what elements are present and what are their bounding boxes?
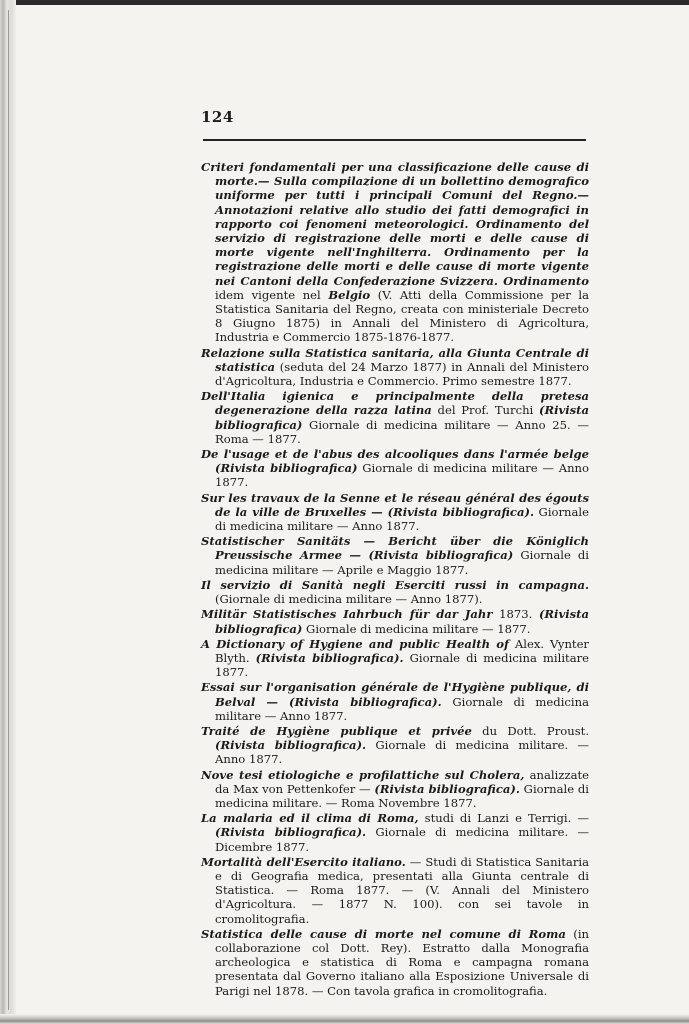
binding-rule — [8, 10, 9, 1010]
entry-text: Alex. Vynter Blyth. — [215, 636, 589, 665]
bibliography-entry — [201, 637, 589, 680]
entry-text: (in collaborazione col Dott. Rey). Estratto dalla Monografia archeologica e statistica di Roma e campagna romana presentata dal Governo italiano alla Esposizione Universale di Parigi nel 1878. — Con tavola grafica in cromolitografia. — [215, 926, 589, 998]
bibliography-entry — [201, 680, 589, 723]
entry-title: Traité de Hygiène publique et privée — [201, 723, 472, 738]
entry-text: idem vigente nel — [215, 287, 329, 302]
entry-title: Statistischer Sanitäts — Bericht über die Königlich Preussische Armee — (Rivista bibliografica) — [201, 534, 589, 563]
entry-text-2: Giornale di medicina militare. — Dicembre 1877. — [215, 825, 589, 854]
entry-title: Militär Statistisches Iahrbuch für dar Jahr — [201, 607, 493, 622]
bibliography-entry — [201, 855, 589, 926]
entry-text: 1873. — [492, 607, 539, 622]
entry-title: Mortalità dell'Esercito italiano. — [201, 854, 406, 869]
entry-text-2: Giornale di medicina militare — 1877. — [302, 621, 531, 636]
entry-text: analizzate da Max von Pettenkofer — — [215, 767, 589, 796]
entry-text: Giornale di medicina militare — Aprile e Maggio 1877. — [215, 548, 589, 577]
entry-text: — Studi di Statistica Sanitaria e di Geografia medica, presentati alla Giunta centrale di Statistica. — Roma 1877. — (V. Annali del Ministero d'Agricoltura. — 1877 N. 100). con sei tavole in cromolitografia. — [215, 854, 590, 926]
entry-text: (Giornale di medicina militare — Anno 1877). — [215, 592, 483, 607]
entry-title: La malaria ed il clima di Roma, — [201, 811, 419, 826]
entry-title: Criteri fondamentali per una classificazione delle cause di morte.— Sulla compilazione di un bollettino demografico uniforme per tutti i principali Comuni del Regno.— Annotazioni relative allo studio dei fatti demografici in rapporto coi fenomeni meteorologici. Ordinamento del servizio di registrazione delle morti e delle cause di morte vigente nell'Inghilterra. Ordinamento per la registrazione delle morti e delle cause di morte vigente nei Cantoni della Confederazione Svizzera. Ordinamento — [201, 160, 589, 288]
bibliography-entry — [201, 578, 589, 606]
entry-title-2: (Rivista bibliografica). — [215, 738, 367, 753]
entry-title: Dell'Italia igienica e principalmente della pretesa degenerazione della razza latina — [201, 389, 589, 418]
header-rule — [203, 139, 586, 141]
entry-text-2: Giornale di medicina militare. — Anno 1877. — [215, 738, 589, 767]
bibliography-entry — [201, 160, 589, 345]
entry-title-2: (Rivista bibliografica) — [215, 607, 589, 636]
entry-title: De l'usage et de l'abus des alcooliques dans l'armée belge (Rivista bibliografica) — [201, 447, 589, 476]
entry-title: Essai sur l'organisation générale de l'Hygiène publique, di Belval — (Rivista bibliografica). — [201, 680, 589, 709]
bibliography-entry — [201, 346, 589, 389]
entry-title-2: (Rivista bibliografica) — [215, 403, 590, 432]
bibliography-entry — [201, 491, 589, 534]
bibliography-entry — [201, 534, 589, 577]
bibliography-entry — [201, 724, 589, 767]
entry-title: A Dictionary of Hygiene and public Health of — [201, 636, 510, 651]
bibliography-entry — [201, 447, 589, 490]
entry-text-2: Giornale di medicina militare — Anno 25. — Roma — 1877. — [215, 417, 589, 446]
entry-text: du Dott. Proust. — [471, 723, 590, 738]
entry-title: Relazione sulla Statistica sanitaria, alla Giunta Centrale di statistica — [201, 345, 589, 374]
entry-title-2: Belgio — [328, 287, 371, 302]
entry-text-2: (V. Atti della Commissione per la Statistica Sanitaria del Regno, creata con ministeriale Decreto 8 Giugno 1875) in Annali del Ministero di Agricoltura, Industria e Commercio 1875-1876-1877. — [215, 287, 589, 345]
entry-title-2: (Rivista bibliografica). — [374, 781, 520, 796]
bibliography-entry — [201, 768, 589, 811]
entry-title: Statistica delle cause di morte nel comune di Roma — [201, 926, 566, 941]
entry-title-2: (Rivista bibliografica). — [255, 650, 404, 665]
entry-title-2: (Rivista bibliografica). — [215, 825, 367, 840]
page-top-edge — [0, 0, 689, 5]
entry-text: Giornale di medicina militare — Anno 1877. — [215, 694, 589, 723]
bibliography-entry — [201, 389, 589, 446]
entry-title: Sur les travaux de la Senne et le réseau général des égouts de la ville de Bruxelles — (Rivista bibliografica). — [201, 490, 589, 519]
entry-text: Giornale di medicina militare — Anno 1877. — [215, 461, 590, 490]
entry-text: studi di Lanzi e Terrigi. — — [418, 811, 589, 826]
entry-text-2: Giornale di medicina militare 1877. — [215, 650, 590, 680]
page-bottom-edge — [0, 1014, 689, 1024]
bibliography-list — [201, 160, 589, 999]
entry-text: (seduta del 24 Marzo 1877) in Annali del Ministero d'Agricoltura, Industria e Commercio. Primo semestre 1877. — [215, 359, 589, 389]
entry-text: del Prof. Turchi — [431, 403, 539, 418]
entry-text-2: Giornale di medicina militare. — Roma Novembre 1877. — [215, 781, 589, 810]
entry-title: Il servizio di Sanità negli Eserciti russi in campagna. — [201, 577, 589, 592]
entry-text: Giornale di medicina militare — Anno 1877. — [215, 504, 589, 534]
bibliography-entry — [201, 607, 589, 635]
bibliography-entry — [201, 811, 589, 854]
page-number: 124 — [201, 108, 234, 126]
entry-title: Nove tesi etiologiche e profilattiche sul Cholera, — [201, 767, 525, 782]
bibliography-entry — [201, 927, 589, 998]
